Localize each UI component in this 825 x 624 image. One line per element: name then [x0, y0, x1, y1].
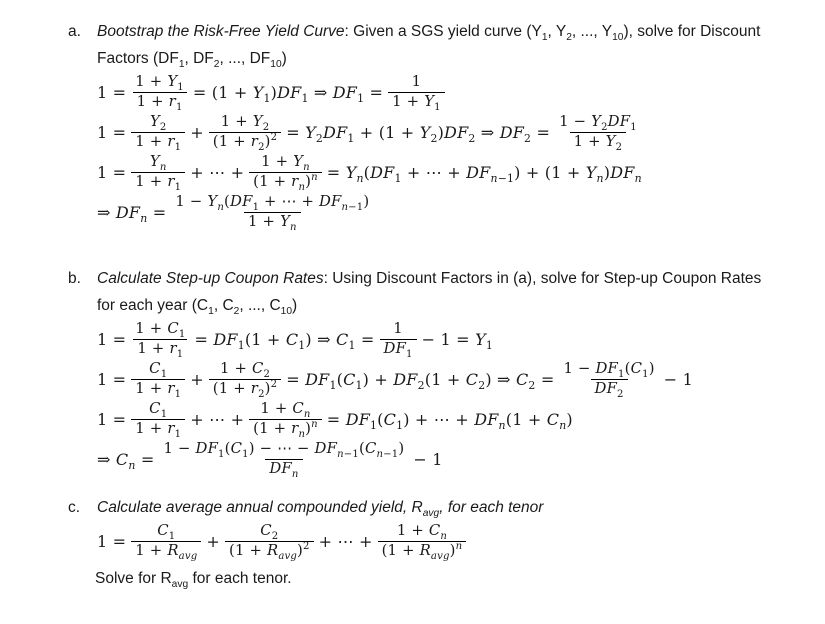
formula-block	[95, 522, 795, 561]
section-footer: Solve for $R_{avg}$ for each tenor.	[95, 570, 292, 591]
heading-segment: Bootstrap the Risk-Free Yield Curve	[97, 23, 345, 40]
fraction-numerator: $Y_2$	[149, 113, 167, 134]
math-text: + ⋯ +	[190, 410, 245, 429]
fraction-numerator: $1 + C_n$	[260, 400, 311, 421]
formula-row	[95, 193, 795, 232]
fraction-denominator: $1 + r_1$	[133, 92, 187, 112]
fraction	[378, 522, 467, 561]
fraction-numerator: $C_1$	[149, 360, 168, 381]
formula-row	[95, 440, 795, 479]
math-text: 1 =	[97, 370, 127, 389]
formula-row	[95, 320, 795, 359]
fraction	[131, 522, 201, 561]
math-text: +	[190, 370, 204, 389]
fraction-denominator: $1 + Y_2$	[570, 132, 627, 152]
fraction-numerator: $1 + Y_1$	[135, 73, 184, 94]
fraction-denominator: $(1 + r_n)^n$	[249, 419, 322, 439]
math-text: = $DF_1(1 + C_1)$ ⇒ $C_1$ =	[194, 330, 375, 353]
math-text: = $Y_2DF_1 + (1 + Y_2)DF_2$ ⇒ $DF_2$ =	[286, 123, 551, 146]
fraction	[388, 73, 445, 112]
fraction	[380, 320, 417, 359]
fraction-denominator: $1 + r_1$	[131, 172, 185, 192]
heading-line	[97, 18, 795, 45]
fraction-denominator: $1 + Y_n$	[244, 212, 301, 232]
fraction-numerator: $1 - Y_n(DF_1$ + ⋯ + $DF_{n-1}$)	[175, 193, 370, 214]
section-heading	[68, 494, 795, 521]
formula-row	[95, 113, 795, 152]
heading-segment: Calculate Step-up Coupon Rates	[97, 270, 324, 287]
fraction-denominator: $(1 + r_2)^2$	[209, 132, 281, 152]
fraction-numerator: $1 - DF_1(C_1)$ − ⋯ − $DF_{n-1}(C_{n-1})$	[163, 440, 405, 461]
fraction	[209, 113, 281, 152]
fraction	[131, 153, 185, 192]
math-text: − 1	[413, 450, 443, 469]
math-text: 1 =	[97, 532, 127, 551]
math-text: 1 =	[97, 83, 127, 102]
fraction-numerator: $1 - DF_1(C_1)$	[563, 360, 655, 381]
fraction	[249, 400, 322, 439]
formula-block	[95, 73, 795, 232]
fraction	[131, 73, 188, 112]
fraction-denominator: $DF_n$	[265, 459, 302, 479]
formula-row	[95, 153, 795, 192]
fraction-denominator: $1 + Y_1$	[388, 92, 445, 112]
fraction-denominator: $(1 + R_{avg})^n$	[378, 541, 467, 561]
fraction-denominator: $(1 + R_{avg})^2$	[225, 541, 314, 561]
fraction	[559, 360, 658, 399]
math-text: = $(1 + Y_1)DF_1$ ⇒ $DF_1$ =	[192, 83, 384, 106]
heading-segment: for each year ($C_1$, $C_2$, ..., $C_{10}$)	[97, 297, 298, 318]
section-c	[68, 494, 795, 591]
formula-row	[95, 360, 795, 399]
math-text: = $DF_1(C_1) + DF_2(1 + C_2)$ ⇒ $C_2$ =	[286, 370, 555, 393]
fraction-denominator: $1 + R_{avg}$	[131, 541, 201, 561]
math-text: 1 =	[97, 163, 127, 182]
formula-row	[95, 73, 795, 112]
math-text: +	[190, 123, 204, 142]
fraction	[171, 193, 373, 232]
fraction-denominator: $1 + r_1$	[131, 379, 185, 399]
fraction-denominator: $DF_1$	[380, 339, 417, 359]
math-text: = $Y_n(DF_1$ + ⋯ + $DF_{n-1}) + (1 + Y_n)DF_n$	[326, 163, 642, 186]
fraction	[131, 400, 185, 439]
fraction-numerator: $C_1$	[149, 400, 168, 421]
fraction-numerator: $1 - Y_2DF_1$	[559, 113, 637, 134]
fraction-denominator: $(1 + r_2)^2$	[209, 379, 281, 399]
formula-row	[95, 400, 795, 439]
fraction-numerator: $1 + Y_2$	[220, 113, 270, 134]
section-a	[68, 18, 795, 232]
math-text: = $DF_1(C_1)$ + ⋯ + $DF_n(1 + C_n)$	[326, 410, 573, 433]
heading-text	[97, 494, 795, 521]
fraction-numerator: $Y_n$	[149, 153, 167, 174]
fraction-numerator: $1 + C_n$	[396, 522, 448, 543]
fraction-numerator: $1 + C_2$	[219, 360, 271, 381]
fraction-numerator: $1 + Y_n$	[261, 153, 310, 174]
heading-line	[97, 292, 795, 319]
heading-line	[97, 45, 795, 72]
fraction	[225, 522, 314, 561]
math-text: + ⋯ +	[318, 532, 373, 551]
section-heading	[68, 18, 795, 72]
math-text: +	[206, 532, 220, 551]
fraction	[131, 320, 189, 359]
fraction-numerator: $C_1$	[157, 522, 176, 543]
section-label: b.	[68, 270, 81, 287]
fraction-numerator: $C_2$	[260, 522, 279, 543]
fraction	[159, 440, 408, 479]
math-text: 1 =	[97, 410, 127, 429]
fraction-numerator: $1 + C_1$	[135, 320, 186, 341]
fraction	[249, 153, 322, 192]
fraction	[555, 113, 641, 152]
math-text: 1 =	[97, 123, 127, 142]
math-text: − 1	[663, 370, 693, 389]
fraction	[131, 113, 185, 152]
fraction-denominator: $1 + r_1$	[133, 339, 187, 359]
heading-segment: : Given a SGS yield curve ($Y_1$, $Y_2$, ..., $Y_{10}$), solve for Discount	[344, 23, 761, 44]
math-text: − $1 = Y_1$	[421, 330, 493, 353]
heading-line	[97, 494, 795, 521]
fraction-denominator: $1 + r_1$	[131, 132, 185, 152]
math-text: ⇒ $C_n$ =	[97, 450, 155, 473]
section-heading	[68, 265, 795, 319]
heading-line	[97, 265, 795, 292]
fraction	[131, 360, 185, 399]
fraction-numerator: 1	[411, 73, 422, 91]
formula-block	[95, 320, 795, 479]
section-label: a.	[68, 23, 81, 40]
heading-segment: Calculate average annual compounded yield, $R_{avg}$, for each tenor	[97, 499, 544, 520]
heading-text	[97, 18, 795, 72]
heading-segment: Factors ($DF_1$, $DF_2$, ..., $DF_{10}$)	[97, 50, 287, 71]
math-text: 1 =	[97, 330, 127, 349]
formula-row	[95, 522, 795, 561]
heading-text	[97, 265, 795, 319]
fraction-denominator: $(1 + r_n)^n$	[249, 172, 322, 192]
math-text: + ⋯ +	[190, 163, 245, 182]
heading-segment: : Using Discount Factors in (a), solve for Step-up Coupon Rates	[323, 270, 762, 287]
fraction-denominator: $1 + r_1$	[131, 419, 185, 439]
math-text: ⇒ $DF_n$ =	[97, 203, 167, 226]
fraction-numerator: 1	[393, 320, 403, 338]
fraction	[209, 360, 281, 399]
section-b	[68, 265, 795, 479]
fraction-denominator: $DF_2$	[591, 379, 628, 399]
section-label: c.	[68, 499, 81, 516]
